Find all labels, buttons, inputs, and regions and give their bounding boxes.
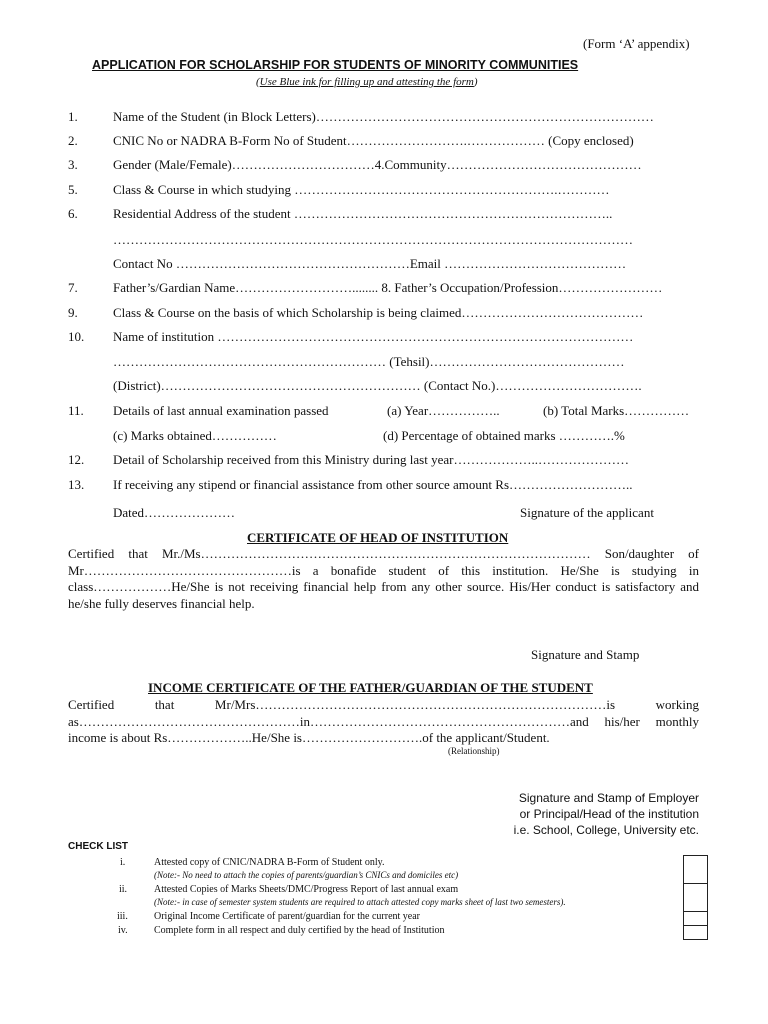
checklist-title: CHECK LIST [68,841,128,852]
institution-district-field[interactable]: (District)…………………………………………………… (Contact No.)……………………………. [113,378,642,393]
exam-marks-obtained-field[interactable]: (c) Marks obtained…………… [113,428,277,443]
institution-tehsil-field[interactable]: ……………………………………………………… (Tehsil)……………………………………… [113,354,625,369]
employer-signature-line2: or Principal/Head of the institution [519,807,699,821]
field-number: 11. [68,403,84,418]
checklist-checkbox[interactable] [683,911,708,926]
gender-community-field[interactable]: Gender (Male/Female)……………………………4.Community……………………………………… [113,157,642,172]
checklist-item-number: i. [120,857,126,868]
field-number: 7. [68,280,78,295]
contact-email-field[interactable]: Contact No ………………………………………………Email …………………………………… [113,256,627,271]
checklist-item-text: Attested copy of CNIC/NADRA B-Form of Student only. [154,857,385,868]
checklist-item-number: ii. [119,884,128,895]
institution-name-field[interactable]: Name of institution …………………………………………………………………………………… [113,329,634,344]
employer-signature-block [440,790,699,838]
form-title: APPLICATION FOR SCHOLARSHIP FOR STUDENTS OF MINORITY COMMUNITIES [92,58,579,72]
income-certificate-title: INCOME CERTIFICATE OF THE FATHER/GUARDIAN OF THE STUDENT [148,680,593,695]
applicant-signature-label: Signature of the applicant [520,505,654,520]
field-number: 6. [68,206,78,221]
checklist-item-number: iv. [118,925,128,936]
exam-year-field[interactable]: (a) Year…………….. [387,403,500,418]
checklist-checkbox[interactable] [683,855,708,884]
checklist-item-text: Attested Copies of Marks Sheets/DMC/Progress Report of last annual exam [154,884,459,895]
field-number: 3. [68,157,78,172]
father-name-occupation-field[interactable]: Father’s/Gardian Name………………………........ 8. Father’s Occupation/Profession…………………… [113,280,663,295]
checklist-item-text: Original Income Certificate of parent/guardian for the current year [154,911,420,922]
exam-details-label: Details of last annual examination passed [113,403,329,418]
checklist-checkbox[interactable] [683,883,708,912]
checklist-item-number: iii. [117,911,128,922]
field-number: 10. [68,329,85,344]
appendix-label: (Form ‘A’ appendix) [583,36,690,51]
field-number: 12. [68,452,85,467]
checklist-item-note: (Note:- in case of semester system students are required to attach attested copy marks sheet of last two semesters). [154,897,566,907]
address-field-line2[interactable]: ………………………………………………………………………………………………………… [113,232,633,247]
relationship-label: (Relationship) [448,746,500,756]
other-stipend-field[interactable]: If receiving any stipend or financial assistance from other source amount Rs……………………….. [113,477,633,492]
exam-percentage-field[interactable]: (d) Percentage of obtained marks ………….% [383,428,625,443]
dated-field[interactable]: Dated………………… [113,505,236,520]
head-signature-label: Signature and Stamp [531,647,640,662]
field-number: 1. [68,109,78,124]
checklist-item-note: (Note:- No need to attach the copies of parents/guardian’s CNICs and domiciles etc) [154,870,459,880]
employer-signature-line1: Signature and Stamp of Employer [518,791,699,805]
exam-total-marks-field[interactable]: (b) Total Marks…………… [543,403,690,418]
field-number: 13. [68,477,85,492]
class-course-field[interactable]: Class & Course in which studying …………………………………………………….………… [113,182,610,197]
employer-signature-line3: i.e. School, College, University etc. [513,823,699,837]
address-field[interactable]: Residential Address of the student ……………………………………………………………….. [113,206,613,221]
field-number: 9. [68,305,78,320]
field-number: 5. [68,182,78,197]
certificate-body[interactable]: Certified that Mr./Ms……………………………………………………………………………… Son/daughter of Mr…………………………………………is a bonafide student of this institution. He/She is studying in class………………He/She is not receiving financial help from any other source. His/Her conduct is satisfactory and he/she fully deserves financial help. [68,546,699,611]
checklist-item-text: Complete form in all respect and duly certified by the head of Institution [154,925,445,936]
instruction-text: Use Blue ink for filling up and attesting the form [259,76,474,88]
previous-scholarship-field[interactable]: Detail of Scholarship received from this Ministry during last year………………..………………… [113,452,629,467]
student-name-field[interactable]: Name of the Student (in Block Letters)…………………………………………………………………… [113,109,654,124]
certificate-title: CERTIFICATE OF HEAD OF INSTITUTION [247,530,509,545]
form-instruction: (Use Blue ink for filling up and attesting the form) [256,76,478,88]
checklist-checkbox[interactable] [683,925,708,940]
income-certificate-body[interactable]: Certified that Mr/Mrs………………………………………………………………………is working as……………………………………………in……………………………………………………and his/her monthly income is about Rs………………..He/She is……………………….of the applicant/Student. [68,697,699,745]
field-number: 2. [68,133,78,148]
scholarship-class-field[interactable]: Class & Course on the basis of which Scholarship is being claimed…………………………………… [113,305,644,320]
cnic-field[interactable]: CNIC No or NADRA B-Form No of Student……………………….……………… (Copy enclosed) [113,133,634,148]
